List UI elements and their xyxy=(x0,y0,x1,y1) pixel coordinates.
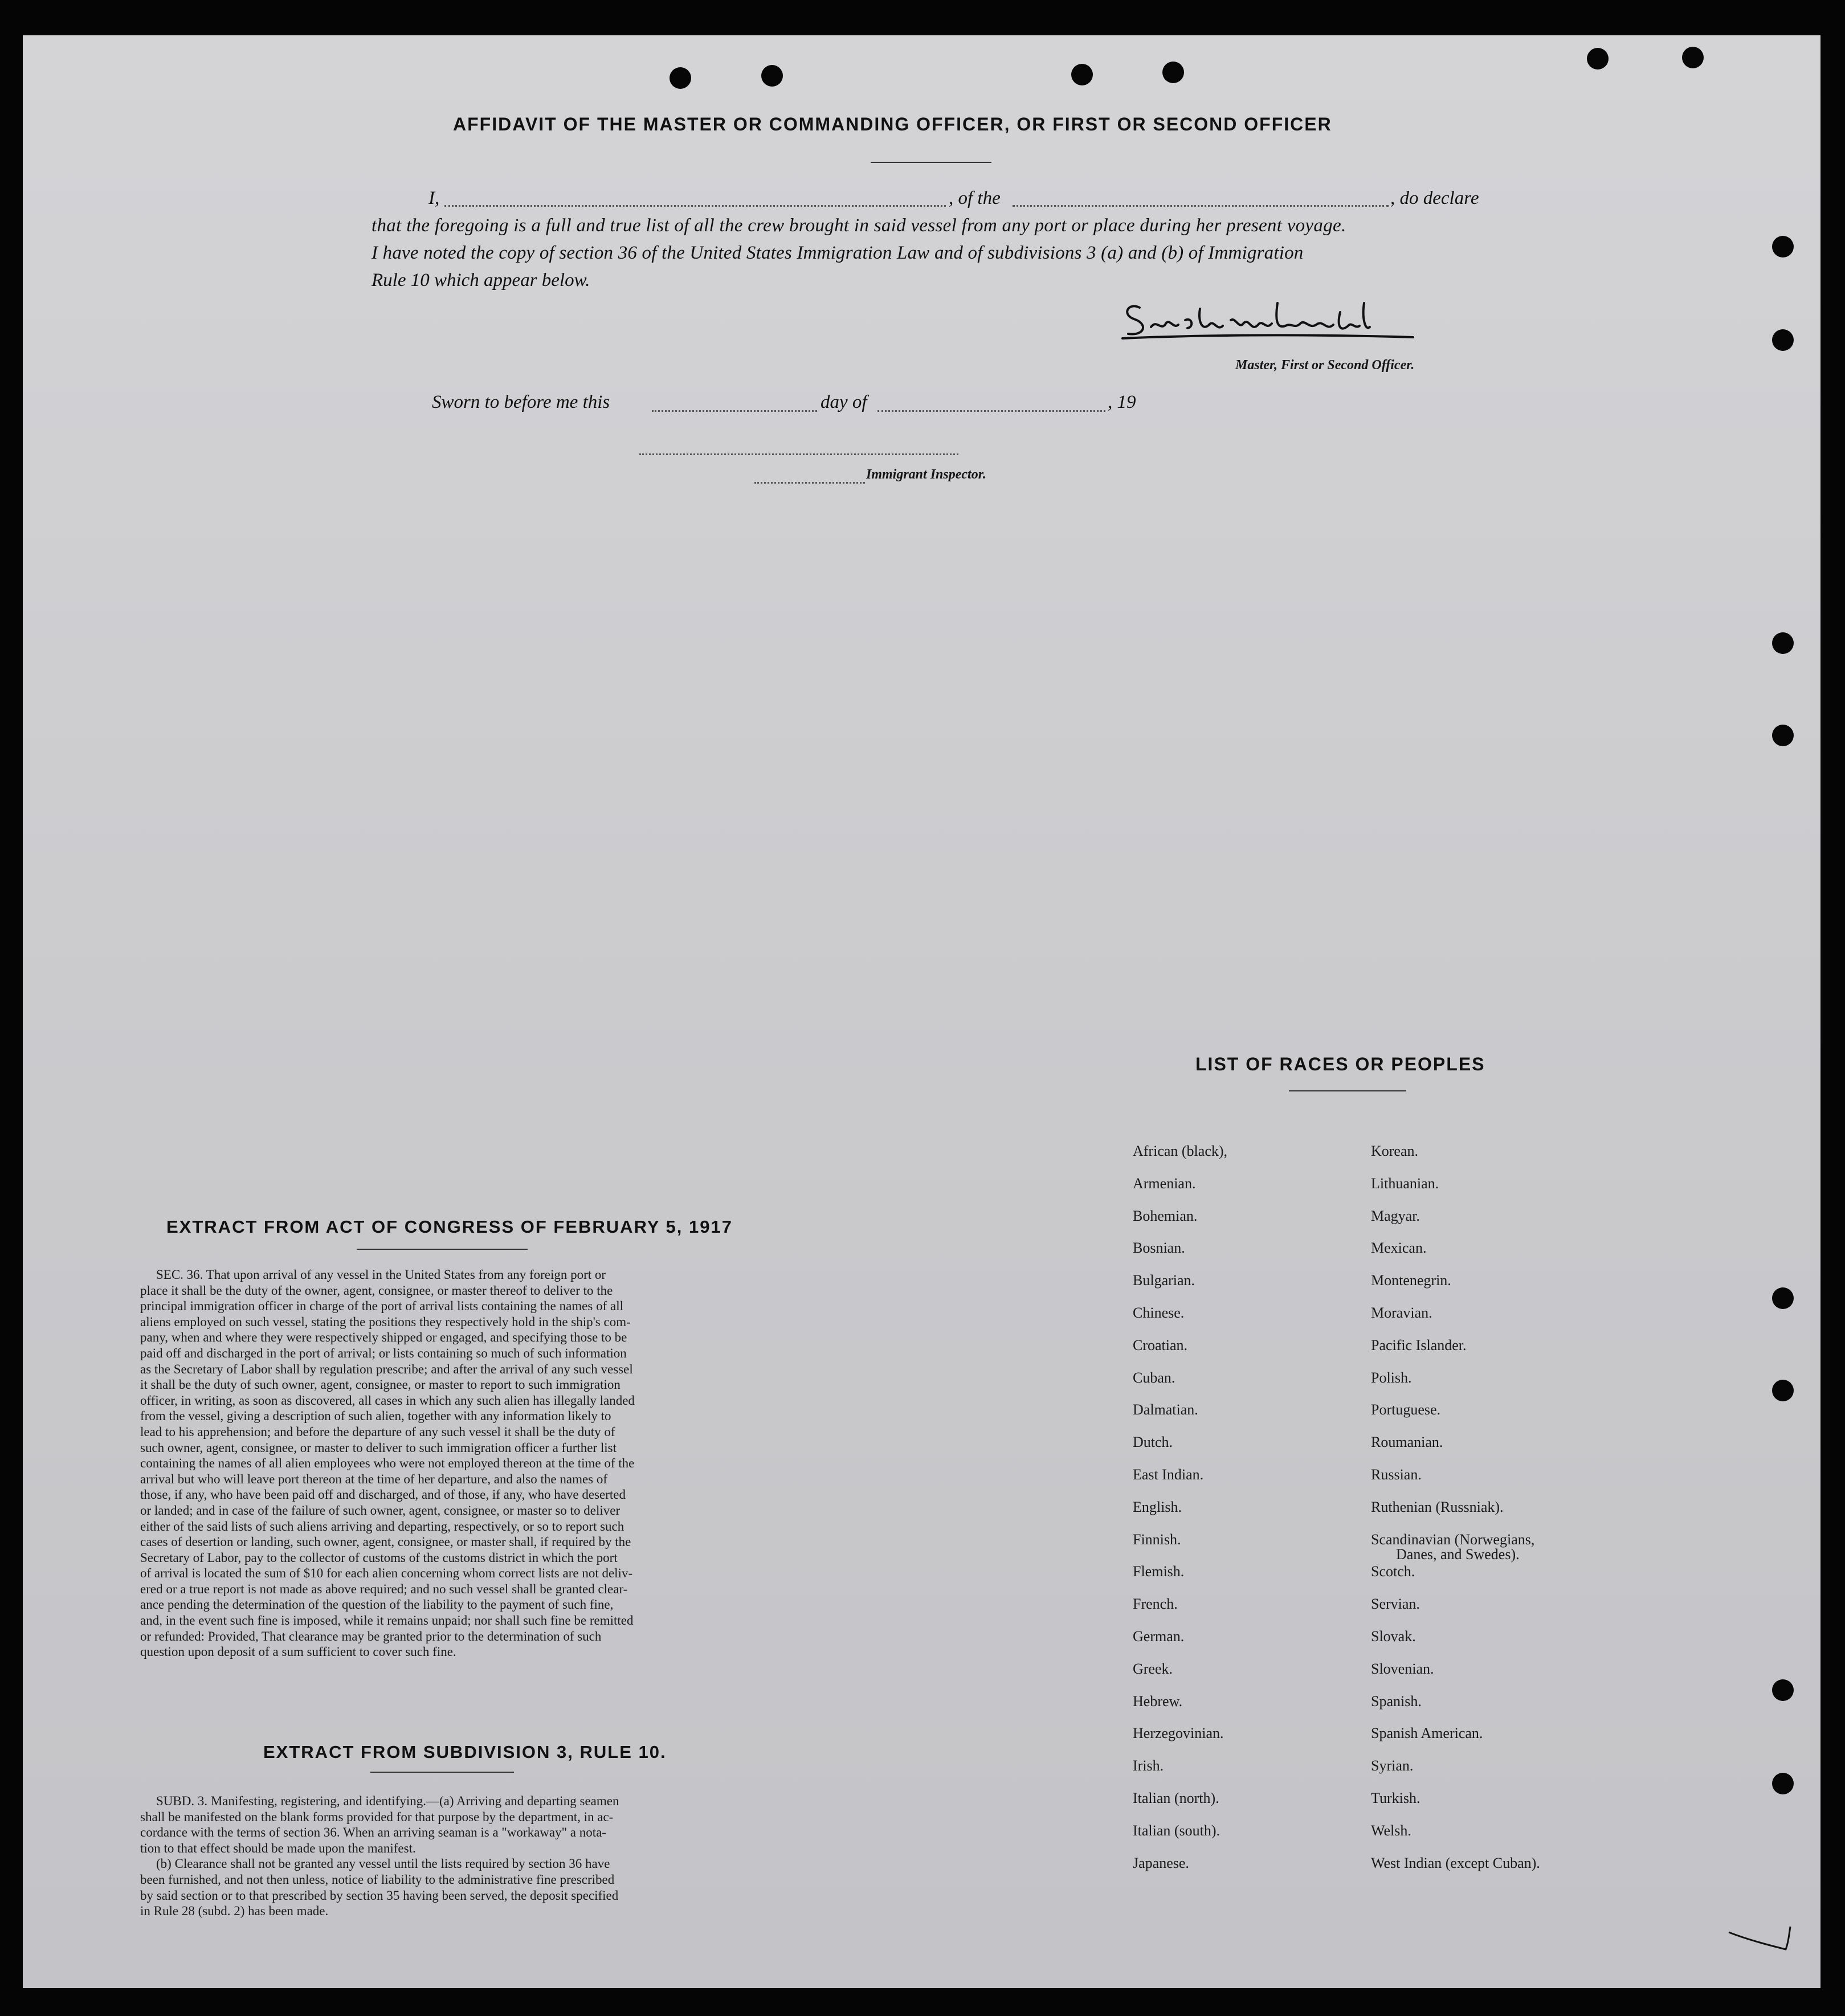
text-line: such owner, agent, consignee, or master to deliver to such immigration officer a further list xyxy=(140,1440,617,1455)
punch-hole-icon xyxy=(1772,1380,1794,1401)
text-line: pany, when and where they were respectively shipped or engaged, and specifying those to be xyxy=(140,1330,627,1345)
text-line: by said section or to that prescribed by section 35 having been served, the deposit specified xyxy=(140,1888,619,1903)
text-line: lead to his apprehension; and before the departure of any such vessel it shall be the duty of xyxy=(140,1424,615,1439)
master-signature xyxy=(1117,292,1436,343)
signature-caption: Master, First or Second Officer. xyxy=(1235,358,1415,373)
text-line: cases of desertion or landing, such owner, agent, consignee, or master shall, if required by the xyxy=(140,1535,631,1549)
punch-hole-icon xyxy=(1772,632,1794,654)
text-line: (b) Clearance shall not be granted any vessel until the lists required by section 36 have xyxy=(156,1856,610,1871)
race-item: Dutch. xyxy=(1133,1434,1173,1451)
sworn-year: , 19 xyxy=(1108,392,1136,412)
punch-hole-icon xyxy=(1772,1773,1794,1794)
affidavit-line-1 xyxy=(428,188,439,209)
extract-act-title: EXTRACT FROM ACT OF CONGRESS OF FEBRUARY 5, 1917 xyxy=(166,1217,733,1237)
punch-hole-icon xyxy=(1772,329,1794,351)
text-line: principal immigration officer in charge of the port of arrival lists containing the names of all xyxy=(140,1299,623,1314)
text-line: it shall be the duty of such owner, agent, consignee, or master to report to such immigration xyxy=(140,1377,621,1392)
race-item: Lithuanian. xyxy=(1371,1175,1439,1192)
inspector-caption: Immigrant Inspector. xyxy=(866,467,986,482)
race-item: African (black), xyxy=(1133,1143,1228,1159)
race-item: Bosnian. xyxy=(1133,1240,1185,1257)
affidavit-title: AFFIDAVIT OF THE MASTER OR COMMANDING OFFICER, OR FIRST OR SECOND OFFICER xyxy=(453,114,1332,134)
punch-hole-icon xyxy=(1772,1287,1794,1309)
sworn-month-field[interactable] xyxy=(877,410,1105,412)
race-item: East Indian. xyxy=(1133,1466,1204,1483)
sworn-day-of: day of xyxy=(821,392,867,412)
race-item: Korean. xyxy=(1371,1143,1419,1159)
punch-hole-icon xyxy=(1772,1679,1794,1701)
affidavit-of-the-label: , of the xyxy=(949,188,1001,208)
text-line: as the Secretary of Labor shall by regulation prescribe; and after the arrival of any such vessel xyxy=(140,1361,633,1376)
race-item: Dalmatian. xyxy=(1133,1401,1198,1418)
race-item: Spanish American. xyxy=(1371,1725,1483,1742)
text-line: shall be manifested on the blank forms provided for that purpose by the department, in ac- xyxy=(140,1809,614,1824)
punch-hole-icon xyxy=(1772,725,1794,746)
text-line: either of the said lists of such aliens arriving and departing, respectively, or so to report such xyxy=(140,1519,624,1534)
race-item: Hebrew. xyxy=(1133,1692,1183,1710)
race-item: Chinese. xyxy=(1133,1305,1185,1321)
text-line: arrival but who will leave port thereon at the time of her departure, and also the names of xyxy=(140,1471,608,1486)
punch-hole-icon xyxy=(670,67,691,89)
text-line: aliens employed on such vessel, stating the positions they respectively hold in the ship's com- xyxy=(140,1314,631,1329)
race-item: Scotch. xyxy=(1371,1563,1415,1580)
inspector-field-short[interactable] xyxy=(754,482,865,484)
text-line: paid off and discharged in the port of arrival; or lists containing so much of such information xyxy=(140,1346,627,1360)
vessel-name-field[interactable] xyxy=(1013,205,1389,207)
text-line: containing the names of all alien employees who were not employed thereon at the time of the xyxy=(140,1456,635,1471)
race-item: West Indian (except Cuban). xyxy=(1371,1854,1540,1871)
race-item: Moravian. xyxy=(1371,1305,1432,1321)
race-item: Montenegrin. xyxy=(1371,1272,1451,1289)
race-item: Russian. xyxy=(1371,1466,1422,1483)
races-title-rule xyxy=(1289,1090,1406,1091)
race-item: German. xyxy=(1133,1628,1185,1645)
race-item: Cuban. xyxy=(1133,1369,1175,1386)
text-line: cordance with the terms of section 36. When an arriving seaman is a "workaway" a nota- xyxy=(140,1825,606,1840)
extract-act-rule xyxy=(357,1249,528,1250)
race-item: Pacific Islander. xyxy=(1371,1336,1467,1353)
race-item: Servian. xyxy=(1371,1596,1420,1613)
race-item: Slovenian. xyxy=(1371,1660,1434,1677)
text-line: ance pending the determination of the question of the liability to the payment of such fine, xyxy=(140,1597,614,1612)
race-item: Scandinavian (Norwegians, xyxy=(1371,1531,1535,1548)
race-item: Bohemian. xyxy=(1133,1207,1198,1224)
races-title: LIST OF RACES OR PEOPLES xyxy=(1195,1054,1485,1074)
race-item: English. xyxy=(1133,1498,1182,1515)
text-line: in Rule 28 (subd. 2) has been made. xyxy=(140,1904,329,1919)
text-line: from the vessel, giving a description of such alien, together with any information likely to xyxy=(140,1409,611,1424)
race-item: Roumanian. xyxy=(1371,1434,1443,1451)
race-item: Turkish. xyxy=(1371,1790,1421,1806)
text-line: tion to that effect should be made upon the manifest. xyxy=(140,1841,416,1855)
text-line: SEC. 36. That upon arrival of any vessel in the United States from any foreign port or xyxy=(156,1267,606,1282)
race-item: Bulgarian. xyxy=(1133,1272,1195,1289)
race-item: Flemish. xyxy=(1133,1563,1185,1580)
text-line: officer, in writing, as soon as discovered, all cases in which any such alien has illegally landed xyxy=(140,1393,635,1408)
text-line: been furnished, and not then unless, notice of liability to the administrative fine prescribed xyxy=(140,1872,615,1887)
punch-hole-icon xyxy=(1772,236,1794,257)
text-line: or refunded: Provided, That clearance may be granted prior to the determination of such xyxy=(140,1629,602,1643)
sworn-day-field[interactable] xyxy=(652,410,817,412)
race-item: French. xyxy=(1133,1596,1178,1613)
text-line: of arrival is located the sum of $10 for each alien concerning whom correct lists are not deliv- xyxy=(140,1566,633,1581)
punch-hole-icon xyxy=(1162,62,1184,83)
race-item: Armenian. xyxy=(1133,1175,1196,1192)
race-item: Italian (south). xyxy=(1133,1822,1221,1839)
race-item: Polish. xyxy=(1371,1369,1412,1386)
race-item: Greek. xyxy=(1133,1660,1173,1677)
race-item: Spanish. xyxy=(1371,1692,1422,1710)
race-item: Croatian. xyxy=(1133,1336,1188,1353)
race-item: Ruthenian (Russniak). xyxy=(1371,1498,1504,1515)
race-item: Syrian. xyxy=(1371,1757,1414,1774)
text-line: question upon deposit of a sum sufficient to cover such fine. xyxy=(140,1645,456,1659)
race-item: Japanese. xyxy=(1133,1854,1189,1871)
punch-hole-icon xyxy=(761,65,783,87)
affidavit-line-2: that the foregoing is a full and true list of all the crew brought in said vessel from any port or place during her present voyage. xyxy=(372,215,1346,236)
affidavit-declare-label: , do declare xyxy=(1390,188,1479,208)
text-line: place it shall be the duty of the owner, agent, consignee, or master thereof to deliver to the xyxy=(140,1283,613,1298)
affidavit-line-3: I have noted the copy of section 36 of the United States Immigration Law and of subdivisions 3 (a) and (b) of Immigration xyxy=(372,243,1304,263)
race-item: Mexican. xyxy=(1371,1240,1427,1257)
extract-act-body xyxy=(140,1267,821,1660)
text-line: and, in the event such fine is imposed, while it remains unpaid; nor shall such fine be remitted xyxy=(140,1613,634,1628)
inspector-signature-field[interactable] xyxy=(639,453,958,455)
text-line: Secretary of Labor, pay to the collector of customs of the customs district in which the port xyxy=(140,1550,618,1565)
extract-rule-body xyxy=(140,1793,821,1919)
punch-hole-icon xyxy=(1587,48,1609,69)
affidavit-line-4: Rule 10 which appear below. xyxy=(372,270,590,291)
extract-rule-rule xyxy=(370,1772,514,1773)
text-line: or landed; and in case of the failure of such owner, agent, consignee, or master so to deliver xyxy=(140,1503,621,1518)
race-item-continuation: Danes, and Swedes). xyxy=(1396,1545,1520,1563)
text-line: ered or a true report is not made as above required; and no such vessel shall be granted clear- xyxy=(140,1581,628,1596)
race-item: Irish. xyxy=(1133,1757,1164,1774)
race-item: Magyar. xyxy=(1371,1207,1420,1224)
punch-hole-icon xyxy=(1071,64,1093,85)
sworn-prefix: Sworn to before me this xyxy=(432,392,610,412)
text-line: those, if any, who have been paid off and discharged, and of those, if any, who have deserted xyxy=(140,1487,626,1502)
extract-rule-title: EXTRACT FROM SUBDIVISION 3, RULE 10. xyxy=(263,1742,667,1762)
race-item: Finnish. xyxy=(1133,1531,1181,1548)
affidavit-title-rule xyxy=(871,162,991,163)
race-item: Herzegovinian. xyxy=(1133,1725,1224,1742)
race-item: Portuguese. xyxy=(1371,1401,1441,1418)
pen-mark xyxy=(1726,1921,1795,1955)
race-item: Welsh. xyxy=(1371,1822,1411,1839)
affidavit-i-label: I, xyxy=(428,188,440,208)
race-item: Slovak. xyxy=(1371,1628,1416,1645)
master-name-field[interactable] xyxy=(444,205,946,207)
text-line: SUBD. 3. Manifesting, registering, and identifying.—(a) Arriving and departing seamen xyxy=(156,1794,619,1808)
punch-hole-icon xyxy=(1682,47,1704,68)
race-item: Italian (north). xyxy=(1133,1790,1219,1806)
document-page xyxy=(23,35,1820,1988)
